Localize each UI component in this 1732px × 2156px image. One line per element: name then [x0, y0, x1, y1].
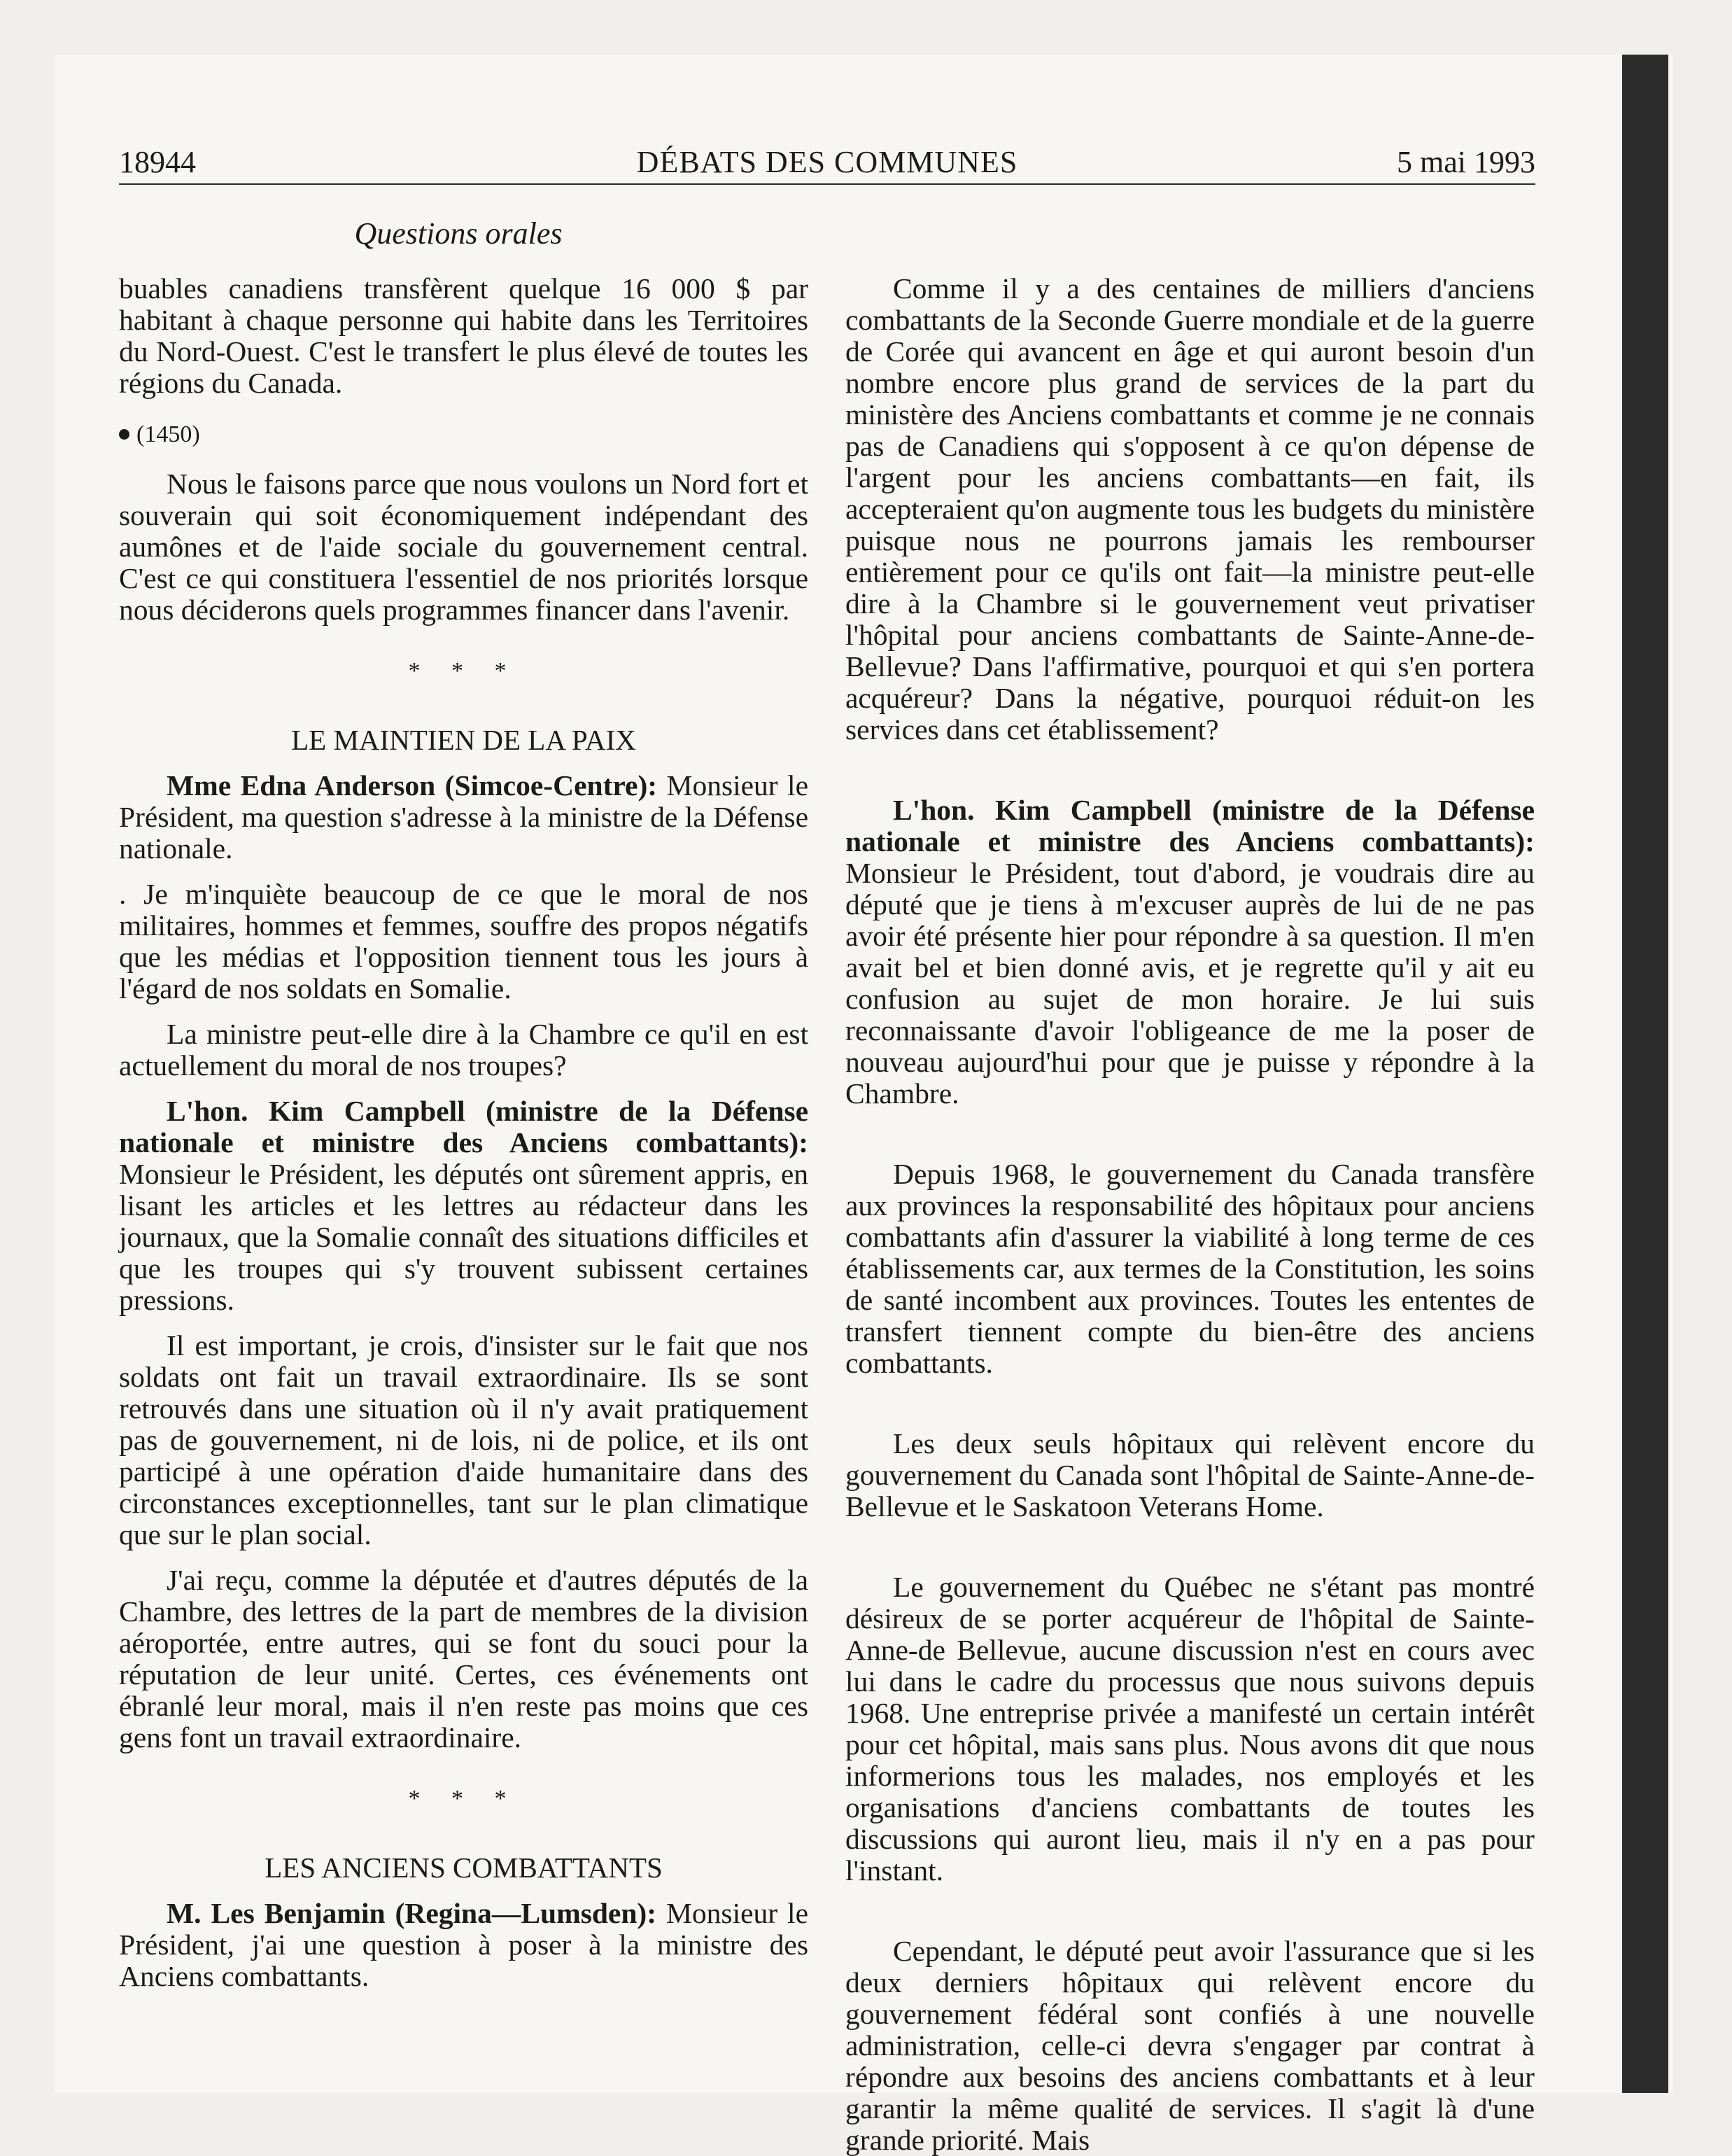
- paragraph: Comme il y a des centaines de milliers d'anciens combattants de la Seconde Guerre mondiale et de la guerre de Corée qui avancent en âge et qui auront besoin d'un nombre encore plus grand de services de la part du ministère des Anciens combattants et comme je ne connais pas de Canadiens qui s'opposent à ce qu'on dépense de l'argent pour les anciens combattants—en fait, ils accepteraient qu'on augmente tous les budgets du ministère puisque nous ne pourrons jamais les rembourser entièrement pour ce qu'ils ont fait—la ministre peut-elle dire à la Chambre si le gouvernement veut privatiser l'hôpital pour anciens combattants de Sainte-Anne-de-Bellevue? Dans l'affirmative, pourquoi et qui s'en portera acquéreur? Dans la négative, pourquoi réduit-on les services dans cet établissement?: [845, 272, 1535, 746]
- page-number: 18944: [119, 145, 196, 179]
- paragraph: . Je m'inquiète beaucoup de ce que le moral de nos militaires, hommes et femmes, souffre des propos négatifs que les médias et l'opposition tiennent tous les jours à l'égard de nos soldats en Somalie.: [119, 878, 808, 1004]
- section-heading: LE MAINTIEN DE LA PAIX: [291, 724, 636, 756]
- paragraph: J'ai reçu, comme la députée et d'autres députés de la Chambre, des lettres de la part de membres de la division aéroportée, entre autres, qui se font du souci pour la réputation de leur unité. Certes, ces événements ont ébranlé leur moral, mais il n'en reste pas moins que ces gens font un travail extraordinaire.: [119, 1564, 808, 1754]
- section-separator: * * *: [408, 658, 519, 684]
- paragraph: Cependant, le député peut avoir l'assurance que si les deux derniers hôpitaux qui relèvent encore du gouvernement fédéral sont confiés à une nouvelle administration, celle-ci devra s'engager par contrat à répondre aux besoins des anciens combattants et à leur garantir la même qualité de services. Il s'agit là d'une grande priorité. Mais: [845, 1935, 1535, 2156]
- speech-text: Monsieur le Président, ma question s'adresse à la ministre de la Défense nationale.: [119, 769, 808, 864]
- answer-paragraph: [845, 794, 1535, 1110]
- speech-text: Monsieur le Président, j'ai une question à poser à la ministre des Anciens combattants.: [119, 1897, 808, 1992]
- left-column: [119, 273, 808, 1992]
- paragraph: La ministre peut-elle dire à la Chambre ce qu'il en est actuellement du moral de nos troupes?: [119, 1018, 808, 1082]
- question-paragraph: [119, 1898, 808, 1992]
- page-date: 5 mai 1993: [1397, 145, 1535, 179]
- section-separator: * * *: [408, 1786, 519, 1812]
- answer-paragraph: [119, 1096, 808, 1316]
- paragraph: Les deux seuls hôpitaux qui relèvent encore du gouvernement du Canada sont l'hôpital de Sainte-Anne-de-Bellevue et le Saskatoon Veterans Home.: [845, 1427, 1535, 1522]
- publication-title: DÉBATS DES COMMUNES: [636, 145, 1018, 179]
- time-label: (1450): [136, 421, 200, 447]
- speaker-name: L'hon. Kim Campbell (ministre de la Défense nationale et ministre des Anciens combattants):: [845, 794, 1535, 858]
- speaker-name: L'hon. Kim Campbell (ministre de la Défense nationale et ministre des Anciens combattants):: [119, 1095, 808, 1158]
- section-title: Questions orales: [354, 216, 563, 251]
- paragraph: Il est important, je crois, d'insister sur le fait que nos soldats ont fait un travail extraordinaire. Ils se sont retrouvés dans une situation où il n'y avait pratiquement pas de gouvernement, ni de lois, ni de police, et ils ont participé à une opération d'aide humanitaire dans des circonstances exceptionnelles, tant sur le plan climatique que sur le plan social.: [119, 1329, 808, 1550]
- section-heading: LES ANCIENS COMBATTANTS: [265, 1851, 663, 1884]
- time-stamp: [119, 419, 808, 450]
- paragraph: Depuis 1968, le gouvernement du Canada transfère aux provinces la responsabilité des hôpitaux pour anciens combattants afin d'assurer la viabilité à long terme de ces établissements car, aux termes de la Constitution, les soins de santé incombent aux provinces. Toutes les ententes de transfert tiennent compte du bien-être des anciens combattants.: [845, 1158, 1535, 1379]
- scan-edge-shadow: [1622, 55, 1668, 2093]
- paragraph: Nous le faisons parce que nous voulons un Nord fort et souverain qui soit économiquement indépendant des aumônes et de l'aide sociale du gouvernement central. C'est ce qui constituera l'essentiel de nos priorités lorsque nous déciderons quels programmes financer dans l'avenir.: [119, 468, 808, 626]
- bullet-icon: [119, 429, 129, 440]
- speech-text: Monsieur le Président, tout d'abord, je voudrais dire au député que je tiens à m'excuser auprès de lui de ne pas avoir été présente hier pour répondre à sa question. Il m'en avait bel et bien donné avis, et je regrette qu'il y ait eu confusion au sujet de mon horaire. Je lui suis reconnaissante d'avoir l'obligeance de me la poser de nouveau aujourd'hui pour que je puisse y répondre à la Chambre.: [845, 857, 1535, 1110]
- speech-text: Monsieur le Président, les députés ont sûrement appris, en lisant les articles et les lettres au rédacteur dans les journaux, que la Somalie connaît des situations difficiles et que les troupes qui s'y trouvent subissent certaines pressions.: [119, 1158, 808, 1316]
- speaker-name: Mme Edna Anderson (Simcoe-Centre):: [167, 769, 658, 802]
- paragraph: buables canadiens transfèrent quelque 16 000 $ par habitant à chaque personne qui habite dans les Territoires du Nord-Ouest. C'est le transfert le plus élevé de toutes les régions du Canada.: [119, 272, 808, 399]
- paragraph: Le gouvernement du Québec ne s'étant pas montré désireux de se porter acquéreur de l'hôpital de Sainte-Anne-de Bellevue, aucune discussion n'est en cours avec lui dans le cadre du processus que nous suivons depuis 1968. Une entreprise privée a manifesté un certain intérêt pour cet hôpital, mais sans plus. Nous avons dit que nous informerions tous les malades, nos employés et les organisations d'anciens combattants de toutes les discussions qui auront lieu, mais il n'y en a pas pour l'instant.: [845, 1571, 1535, 1886]
- page-header: [119, 140, 1535, 185]
- right-column: [845, 273, 1535, 2156]
- question-paragraph: [119, 770, 808, 864]
- speaker-name: M. Les Benjamin (Regina—Lumsden):: [167, 1897, 657, 1929]
